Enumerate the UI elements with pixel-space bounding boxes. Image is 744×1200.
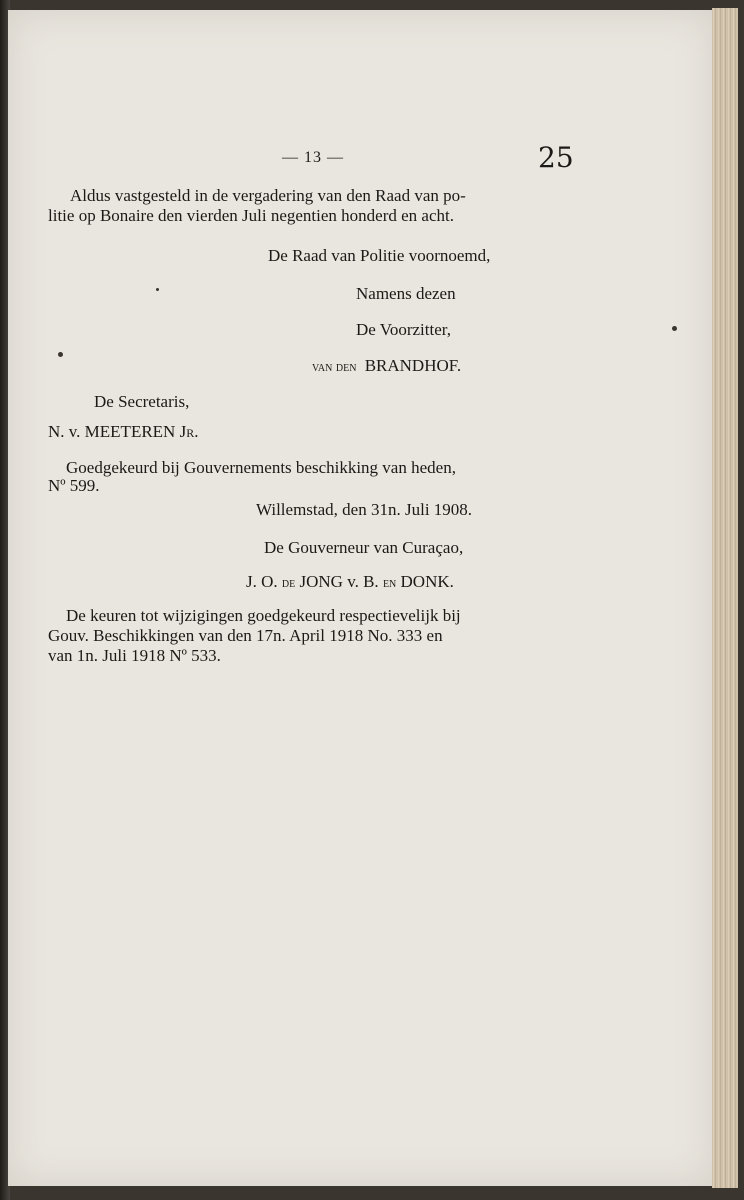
- governor-name-part-2: JONG v. B.: [299, 572, 379, 591]
- amendments-line-3: van 1n. Juli 1918 Nº 533.: [48, 646, 221, 665]
- chairman-surname: BRANDHOF.: [364, 356, 462, 375]
- secretary-name-main: N. v. MEETEREN: [48, 422, 176, 441]
- folio-number: — 13 —: [282, 149, 344, 166]
- resolution-line-1: Aldus vastgesteld in de vergadering van den Raad van po-: [70, 186, 466, 205]
- on-behalf-line: Namens dezen: [356, 284, 456, 303]
- resolution-line-2: litie op Bonaire den vierden Juli negentien honderd en acht.: [48, 206, 454, 225]
- chairman-role: De Voorzitter,: [356, 320, 452, 339]
- approval-place-date: Willemstad, den 31n. Juli 1908.: [256, 500, 473, 519]
- council-body: De Raad van Politie voornoemd,: [268, 246, 491, 265]
- secretary-name-suffix: Jr.: [179, 422, 199, 441]
- amendments-line-1: De keuren tot wijzigingen goedgekeurd respectievelijk bij: [66, 606, 461, 625]
- governor-name-part-3: DONK.: [400, 572, 454, 591]
- approval-line-2: Nº 599.: [48, 476, 100, 495]
- governor-role: De Gouverneur van Curaçao,: [264, 538, 464, 557]
- ink-speck: [156, 288, 159, 291]
- page-edges: [712, 8, 738, 1188]
- governor-name: [246, 572, 454, 593]
- governor-name-en: en: [382, 576, 397, 591]
- chairman-name-prefix: van den: [312, 360, 357, 375]
- governor-name-part-1: J. O.: [246, 572, 278, 591]
- page-number: 25: [538, 141, 574, 174]
- secretary-name: [48, 422, 198, 441]
- amendments-line-2: Gouv. Beschikkingen van den 17n. April 1918 No. 333 en: [48, 626, 443, 645]
- secretary-role: De Secretaris,: [94, 392, 190, 411]
- ink-speck: [672, 326, 677, 331]
- chairman-name: [312, 356, 461, 377]
- approval-line-1: Goedgekeurd bij Gouvernements beschikking van heden,: [66, 458, 456, 477]
- governor-name-de: de: [281, 576, 296, 591]
- ink-speck: [58, 352, 63, 357]
